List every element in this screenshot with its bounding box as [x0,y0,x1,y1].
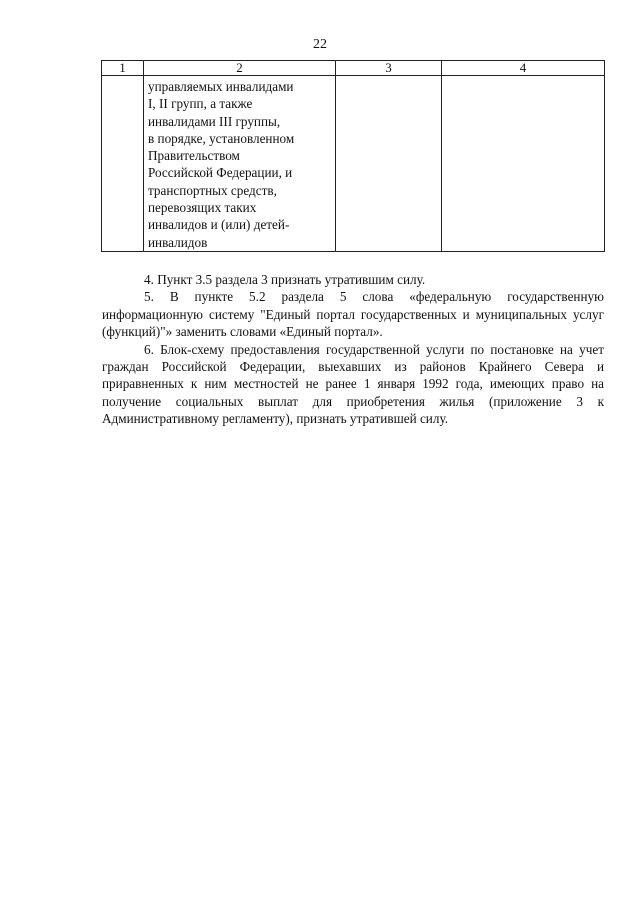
paragraph-item-4: 4. Пункт 3.5 раздела 3 признать утратившим силу. [144,272,426,287]
cell-line: Российской Федерации, и [148,165,293,181]
document-body [102,271,604,428]
cell-line: I, II групп, а также [148,96,253,112]
cell-line: инвалидами III группы, [148,113,281,129]
cell-line: инвалидов и (или) детей- [148,217,290,233]
table-header-row [102,61,605,76]
table-header-cell: 4 [442,61,605,76]
page-number: 22 [313,37,327,52]
document-table [101,60,605,252]
table-header-cell: 3 [336,61,442,76]
cell-line: в порядке, установленном [148,130,295,146]
cell-line: управляемых инвалидами [148,79,294,94]
table-header-cell: 1 [102,61,144,76]
cell-line: транспортных средств, [148,182,277,198]
cell-line: Правительством [148,148,240,164]
table-row [102,76,605,252]
table-cell-col3 [336,76,442,252]
table-cell-col2 [144,76,336,252]
cell-text [144,76,335,251]
table-cell-col4 [442,76,605,252]
cell-line: инвалидов [148,234,208,250]
table-header-cell: 2 [144,61,336,76]
paragraph-item-6: 6. Блок-схему предоставления государственной услуги по постановке на учет граждан Российской Федерации, выехавших из районов Крайнего Севера и приравненных к ним местностей не ранее 1 января 1992 года, имеющих право на получение социальных выплат для приобретения жилья (приложение 3 к Административному регламенту), признать утратившей силу. [102,341,604,427]
cell-line: перевозящих таких [148,200,257,216]
table-cell-col1 [102,76,144,252]
paragraph-item-5: 5. В пункте 5.2 раздела 5 слова «федеральную государственную информационную систему "Единый портал государственных и муниципальных услуг (функций)"» заменить словами «Единый портал». [102,289,604,340]
